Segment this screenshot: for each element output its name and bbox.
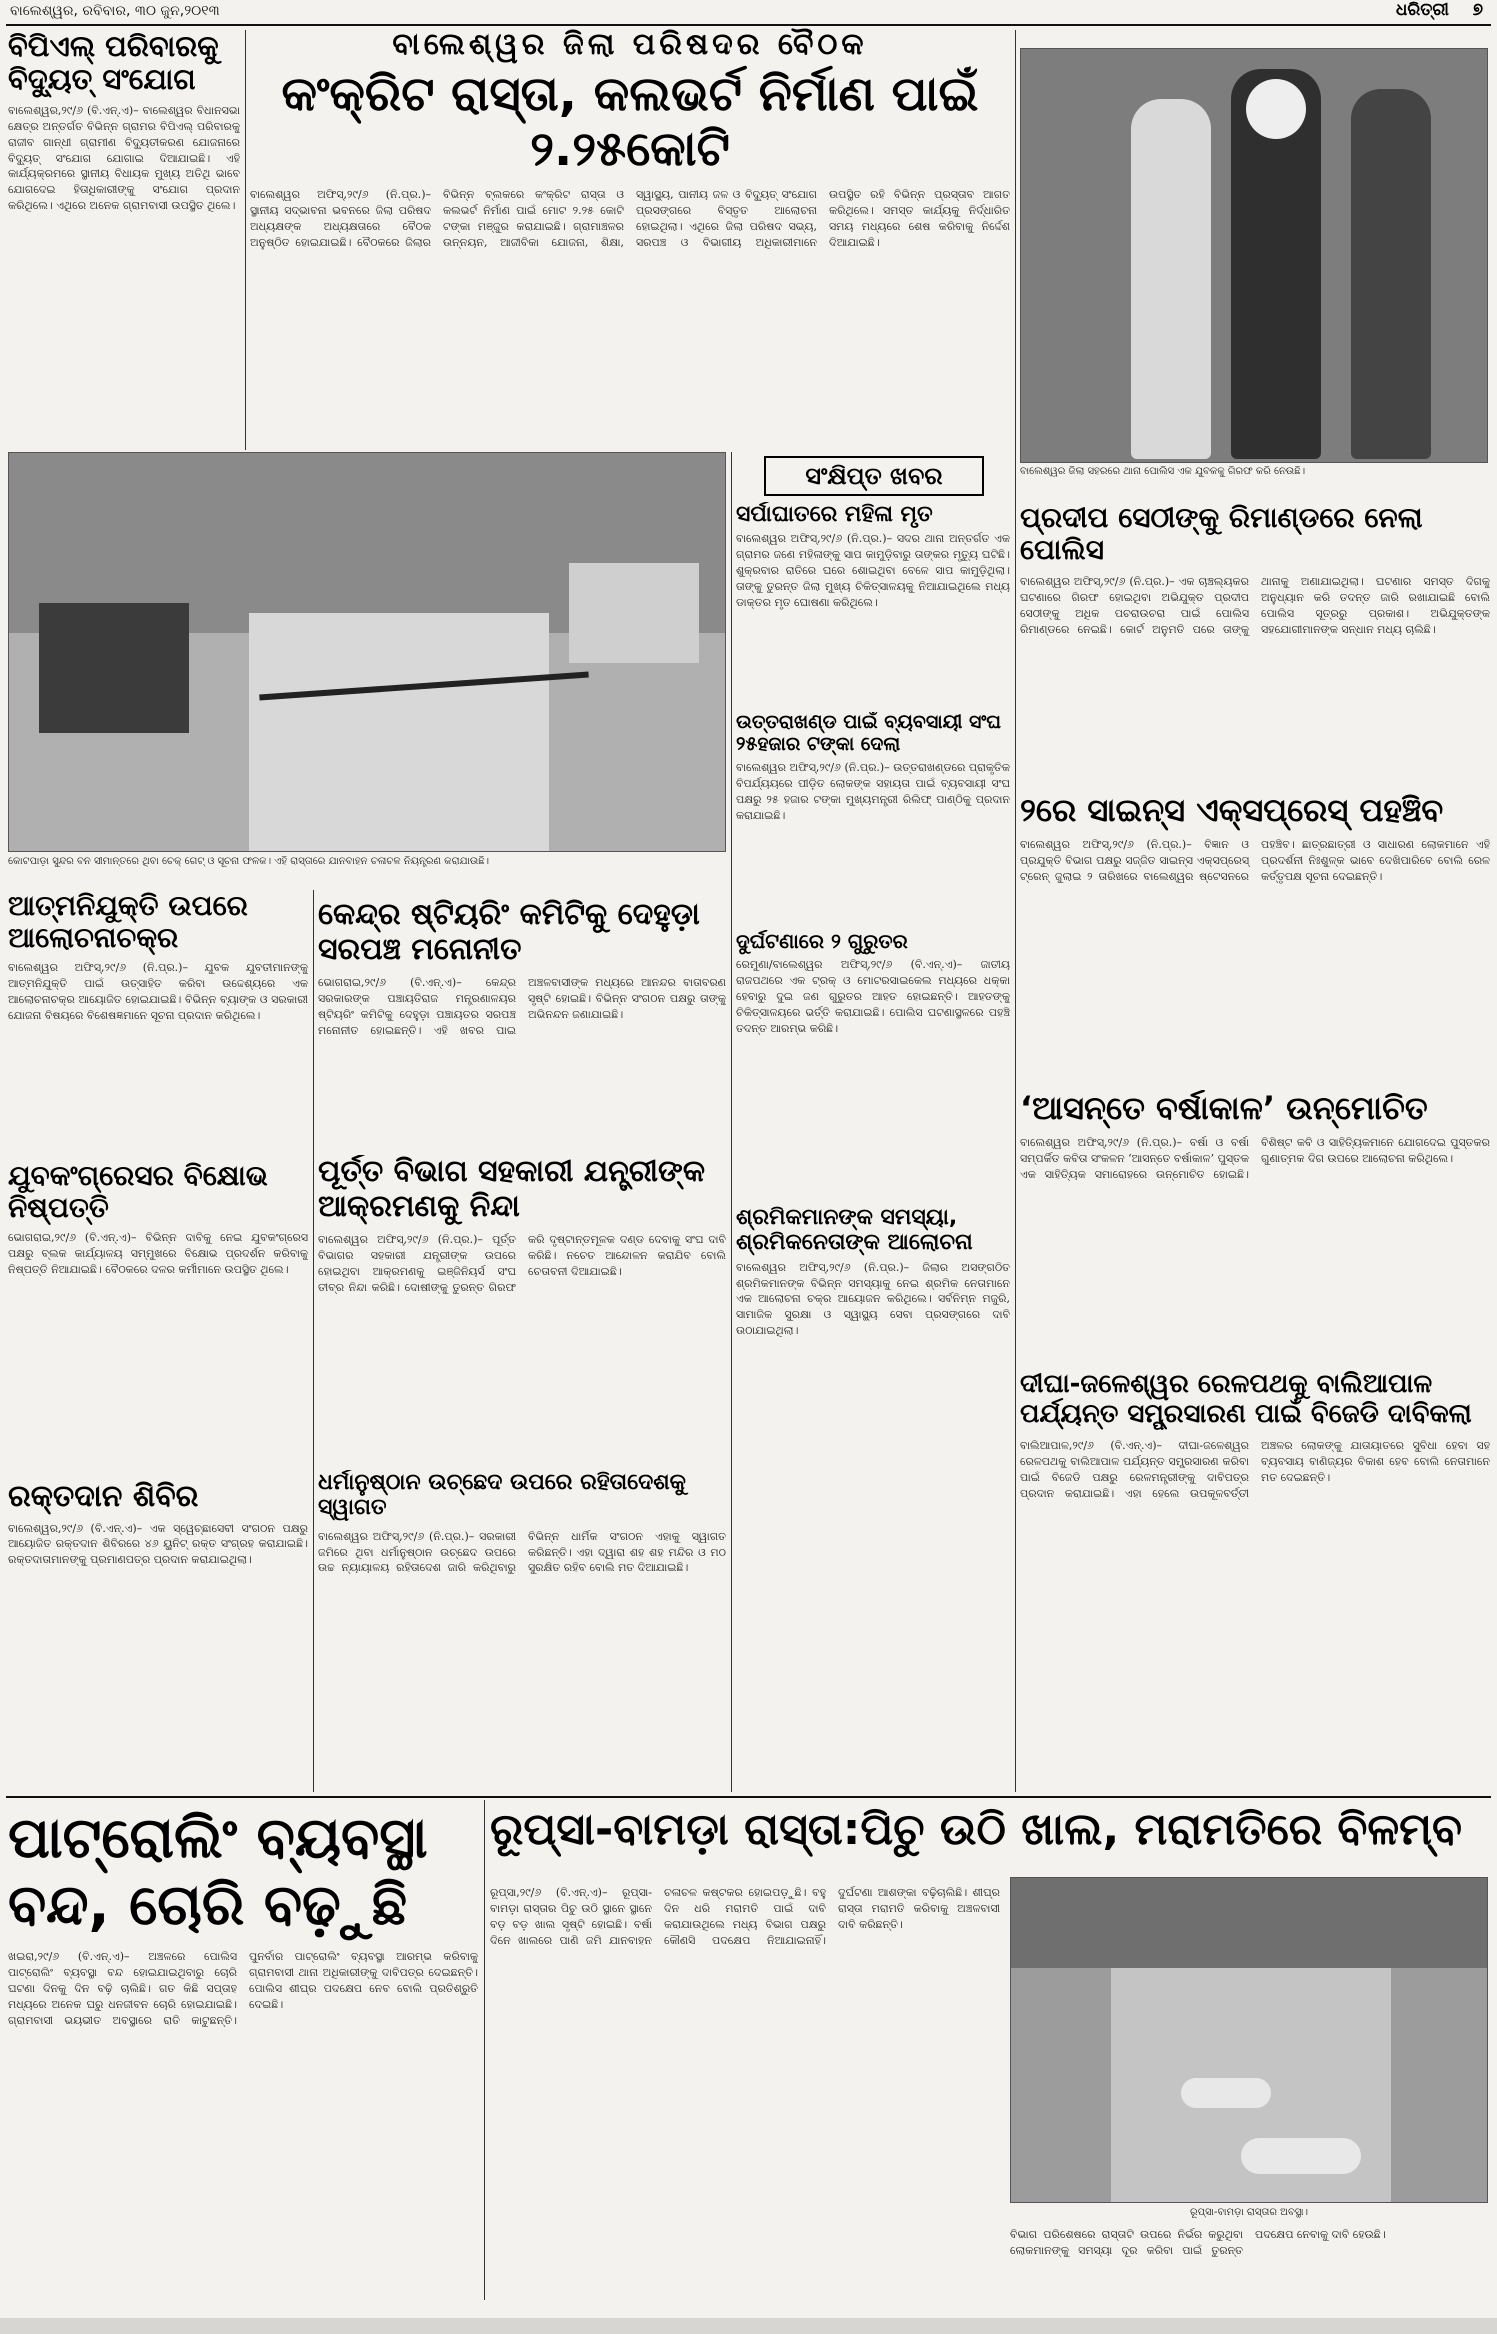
article-body: ବାଲେଶ୍ୱର ଅଫିସ୍,୨୯/୬ (ନି.ପ୍ର.)– ଜିଲାର ଅସଙ୍ଗଠିତ ଶ୍ରମିକମାନଙ୍କ ବିଭିନ୍ନ ସମସ୍ୟାକୁ ନେଇ ଶ୍ରମିକ ନେତାମାନେ ଏକ ଆଲୋଚନା ଚକ୍ର ଆୟୋଜନ କରିଥିଲେ। ସର୍ବନିମ୍ନ ମଜୁରି, ସାମାଜିକ ସୁରକ୍ଷା ଓ ସ୍ୱାସ୍ଥ୍ୟ ସେବା ପ୍ରସଙ୍ଗରେ ଦାବି ଉଠାଯାଇଥିଲା। xyxy=(736,1260,1010,1338)
person-figure xyxy=(1131,99,1211,459)
headline: ଉତ୍ତରାଖଣ୍ଡ ପାଇଁ ବ୍ୟବସାୟୀ ସଂଘ ୨୫ହଜାର ଟଙ୍କା ଦେଲା xyxy=(736,712,1002,755)
headline: ଯୁବକଂଗ୍ରେସର ବିକ୍ଷୋଭ ନିଷ୍ପତ୍ତି xyxy=(8,1160,268,1225)
signboard xyxy=(569,563,699,663)
pothole xyxy=(1181,2078,1271,2108)
article-body: ବାଲେଶ୍ୱର ଅଫିସ୍,୨୯/୬ (ନି.ପ୍ର.)– ସଦର ଥାନା ଅନ୍ତର୍ଗତ ଏକ ଗ୍ରାମର ଜଣେ ମହିଳାଙ୍କୁ ସାପ କାମୁଡ଼ିବାରୁ ତାଙ୍କର ମୃତ୍ୟୁ ଘଟିଛି। ଶୁକ୍ରବାର ରାତିରେ ଘରେ ଶୋଇଥିବା ବେଳେ ସାପ କାମୁଡ଼ିଥିଲା। ତାଙ୍କୁ ତୁରନ୍ତ ଜିଲା ମୁଖ୍ୟ ଚିକିତ୍ସାଳୟକୁ ନିଆଯାଇଥିଲେ ମଧ୍ୟ ଡାକ୍ତର ମୃତ ଘୋଷଣା କରିଥିଲେ। xyxy=(736,532,1010,610)
article-digha xyxy=(1020,1370,1490,1790)
article-steering xyxy=(318,898,726,1148)
masthead xyxy=(0,0,1497,22)
article-atmaniyukti xyxy=(8,890,308,1150)
date-line: ବାଲେଶ୍ୱର, ରବିବାର, ୩୦ ଜୁନ,୨୦୧୩ xyxy=(10,3,220,19)
headline: ‘ଆସନ୍ତେ ବର୍ଷାକାଳ’ ଉନ୍ମୋଚିତ xyxy=(1020,1090,1428,1127)
article-dharma xyxy=(318,1470,726,1790)
article-body: ଭୋଗରାଇ,୨୯/୬ (ବି.ଏନ୍.ଏ)– ବିଭିନ୍ନ ଦାବିକୁ ନେଇ ଯୁବକଂଗ୍ରେସ ପକ୍ଷରୁ ବ୍ଲକ କାର୍ଯ୍ୟାଳୟ ସମ୍ମୁଖରେ ବିକ୍ଷୋଭ ପ୍ରଦର୍ଶନ କରିବାକୁ ନିଷ୍ପତ୍ତି ନିଆଯାଇଛି। ବୈଠକରେ ଦଳର କର୍ମୀମାନେ ଉପସ୍ଥିତ ଥିଲେ। xyxy=(8,1231,308,1277)
column-rule xyxy=(484,1800,485,2300)
article-body: ବାଲେଶ୍ୱର ଅଫିସ୍,୨୯/୬ (ନି.ପ୍ର.)– ପୂର୍ତ୍ତ ବିଭାଗର ସହକାରୀ ଯନ୍ତ୍ରୀଙ୍କ ଉପରେ ହୋଇଥିବା ଆକ୍ରମଣକୁ ଇଞ୍ଜିନିୟର୍ସ ସଂଘ ତୀବ୍ର ନିନ୍ଦା କରିଛି। ଦୋଷୀଙ୍କୁ ତୁରନ୍ତ ଗିରଫ କରି ଦୃଷ୍ଟାନ୍ତମୂଳକ ଦଣ୍ଡ ଦେବାକୁ ସଂଘ ଦାବି କରିଛି। ନଚେତ ଆନ୍ଦୋଳନ କରାଯିବ ବୋଲି ଚେତାବନୀ ଦିଆଯାଇଛି। xyxy=(318,1233,726,1294)
article-body-continued: ବିଭାଗ ପରିଶେଷରେ ରାସ୍ତାଟି ଉପରେ ନିର୍ଭର କରୁଥିବା ଲୋକମାନଙ୍କୁ ସମସ୍ୟା ଦୂର କରିବା ପାଇଁ ତୁରନ୍ତ ପଦକ୍ଷେପ ନେବାକୁ ଦାବି ହେଉଛି। xyxy=(1010,2228,1386,2257)
article-body: ବାଲେଶ୍ୱର ଅଫିସ୍,୨୯/୬ (ନି.ପ୍ର.)– ଏକ ଚାଞ୍ଚଲ୍ୟକର ଘଟଣାରେ ଗିରଫ ହୋଇଥିବା ଅଭିଯୁକ୍ତ ପ୍ରଦୀପ ସେଠୀଙ୍କୁ ଅଧିକ ପଚରାଉଚରା ପାଇଁ ପୋଲିସ ରିମାଣ୍ଡରେ ନେଇଛି। କୋର୍ଟ ଅନୁମତି ପରେ ତାଙ୍କୁ ଥାନାକୁ ଅଣାଯାଇଥିଲା। ଘଟଣାର ସମସ୍ତ ଦିଗକୁ ଅନୁଧ୍ୟାନ କରି ତଦନ୍ତ ଜାରି ରଖାଯାଇଛି ବୋଲି ପୋଲିସ ସୂତ୍ରରୁ ପ୍ରକାଶ। ଅଭିଯୁକ୍ତଙ୍କ ସହଯୋଗୀମାନଙ୍କ ସନ୍ଧାନ ମଧ୍ୟ ଚାଲିଛି। xyxy=(1020,575,1490,637)
headline: ପୂର୍ତ୍ତ ବିଭାଗ ସହକାରୀ ଯନ୍ତ୍ରୀଙ୍କ ଆକ୍ରମଣକୁ ନିନ୍ଦା xyxy=(318,1155,706,1224)
brief-news-box: ସଂକ୍ଷିପ୍ତ ଖବର xyxy=(764,456,984,496)
photo-caption: ବାଲେଶ୍ୱର ଜିଲା ସହରରେ ଥାନା ପୋଲିସ ଏକ ଯୁବକକୁ ଗିରଫ କରି ନେଉଛି। xyxy=(1020,466,1306,477)
article-zilla xyxy=(250,28,1010,448)
road-surface xyxy=(249,613,549,852)
article-body: ବାଲେଶ୍ୱର,୨୯/୬ (ବି.ଏନ୍.ଏ)– ବାଲେଶ୍ୱର ବିଧାନସଭା କ୍ଷେତ୍ର ଅନ୍ତର୍ଗତ ବିଭିନ୍ନ ଗ୍ରାମର ବିପିଏଲ୍ ପରିବାରକୁ ରାଜୀବ ଗାନ୍ଧୀ ଗ୍ରାମୀଣ ବିଦ୍ୟୁତୀକରଣ ଯୋଜନାରେ ବିଦ୍ୟୁତ୍ ସଂଯୋଗ ଯୋଗାଇ ଦିଆଯାଇଛି। ଏହି କାର୍ଯ୍ୟକ୍ରମରେ ସ୍ଥାନୀୟ ବିଧାୟକ ମୁଖ୍ୟ ଅତିଥି ଭାବେ ଯୋଗଦେଇ ହିତାଧିକାରୀଙ୍କୁ ସଂଯୋଗ ପ୍ରଦାନ କରିଥିଲେ। ଏଥିରେ ଅନେକ ଗ୍ରାମବାସୀ ଉପସ୍ଥିତ ଥିଲେ। xyxy=(8,103,240,213)
article-express xyxy=(1020,792,1490,1082)
pothole xyxy=(1241,2138,1361,2174)
article-body: ରେମୁଣା/ବାଲେଶ୍ୱର ଅଫିସ୍,୨୯/୬ (ବି.ଏନ୍.ଏ)– ଜାତୀୟ ରାଜପଥରେ ଏକ ଟ୍ରକ୍ ଓ ମୋଟରସାଇକେଲ ମଧ୍ୟରେ ଧକ୍କା ହେବାରୁ ଦୁଇ ଜଣ ଗୁରୁତର ଆହତ ହୋଇଛନ୍ତି। ଆହତଙ୍କୁ ଚିକିତ୍ସାଳୟରେ ଭର୍ତ୍ତି କରାଯାଇଛି। ପୋଲିସ ଘଟଣାସ୍ଥଳରେ ପହଞ୍ଚି ତଦନ୍ତ ଆରମ୍ଭ କରିଛି। xyxy=(736,958,1010,1035)
police-photo xyxy=(1020,48,1488,463)
article-blood xyxy=(8,1480,308,1790)
article-body: ବାଲେଶ୍ୱର ଅଫିସ୍,୨୯/୬ (ନି.ପ୍ର.)– ସ୍ଥାନୀୟ ସଦ୍ଭାବନା ଭବନରେ ଜିଲା ପରିଷଦ ଅଧ୍ୟକ୍ଷଙ୍କ ଅଧ୍ୟକ୍ଷତାରେ ବୈଠକ ଅନୁଷ୍ଠିତ ହୋଇଯାଇଛି। ବୈଠକରେ ଜିଲାର ବିଭିନ୍ନ ବ୍ଲକରେ କଂକ୍ରିଟ ରାସ୍ତା ଓ କଲଭର୍ଟ ନିର୍ମାଣ ପାଇଁ ମୋଟ ୨.୨୫ କୋଟି ଟଙ୍କା ମଞ୍ଜୁର କରାଯାଇଛି। ଗ୍ରାମାଞ୍ଚଳର ଉନ୍ନୟନ, ଆଜୀବିକା ଯୋଜନା, ଶିକ୍ଷା, ସ୍ୱାସ୍ଥ୍ୟ, ପାନୀୟ ଜଳ ଓ ବିଦ୍ୟୁତ୍ ସଂଯୋଗ ପ୍ରସଙ୍ଗରେ ବିସ୍ତୃତ ଆଲୋଚନା ହୋଇଥିଲା। ଏଥିରେ ଜିଲା ପରିଷଦ ସଭ୍ୟ, ସରପଞ୍ଚ ଓ ବିଭାଗୀୟ ଅଧିକାରୀମାନେ ଉପସ୍ଥିତ ରହି ବିଭିନ୍ନ ପ୍ରସ୍ତାବ ଆଗତ କରିଥିଲେ। ସମସ୍ତ କାର୍ଯ୍ୟକୁ ନିର୍ଦ୍ଧାରିତ ସମୟ ମଧ୍ୟରେ ଶେଷ କରିବାକୁ ନିର୍ଦ୍ଦେଶ ଦିଆଯାଇଛି। xyxy=(250,187,1010,249)
headline: ସର୍ପାଘାତରେ ମହିଳା ମୃତ xyxy=(736,502,933,527)
headline: ପାଟ୍ରୋଲିଂ ବ୍ୟବସ୍ଥା ବନ୍ଦ, ଚୋରି ବଢ଼ୁଛି xyxy=(8,1806,428,1939)
article-purta xyxy=(318,1155,726,1465)
kicker: ବାଲେଶ୍ୱର ଜିଲା ପରିଷଦର ବୈଠକ xyxy=(392,28,868,62)
article-labour xyxy=(736,1205,1010,1565)
photo-caption: କୋଟପାଡ଼ା ସୁନ୍ଦର ବନ ସୀମାନ୍ତରେ ଥିବା ଚେକ୍ ଗେଟ୍ ଓ ସୂଚନା ଫଳକ। ଏହି ରାସ୍ତାରେ ଯାନବାହନ ଚଳାଚଳ ନିୟନ୍ତ୍ରଣ କରାଯାଉଛି। xyxy=(8,856,490,867)
article-body: ଖଇରା,୨୯/୬ (ବି.ଏନ୍.ଏ)– ଅଞ୍ଚଳରେ ପୋଲିସ ପାଟ୍ରୋଲିଂ ବ୍ୟବସ୍ଥା ବନ୍ଦ ହୋଇଯାଇଥିବାରୁ ଚୋରି ଘଟଣା ଦିନକୁ ଦିନ ବଢ଼ି ଚାଲିଛି। ଗତ କିଛି ସପ୍ତାହ ମଧ୍ୟରେ ଅନେକ ଘରୁ ଧନଜୀବନ ଚୋରି ହୋଇଯାଇଛି। ଗ୍ରାମବାସୀ ଭୟଭୀତ ଅବସ୍ଥାରେ ରାତି କାଟୁଛନ୍ତି। ପୁନର୍ବାର ପାଟ୍ରୋଲିଂ ବ୍ୟବସ୍ଥା ଆରମ୍ଭ କରିବାକୁ ଗ୍ରାମବାସୀ ଥାନା ଅଧିକାରୀଙ୍କୁ ଦାବିପତ୍ର ଦେଇଛନ୍ତି। ପୋଲିସ ଶୀଘ୍ର ପଦକ୍ଷେପ ନେବ ବୋଲି ପ୍ରତିଶ୍ରୁତି ଦେଇଛି। xyxy=(8,1950,478,2028)
headline: କେନ୍ଦ୍ର ଷ୍ଟିୟରିଂ କମିଟିକୁ ଦେହୁଡ଼ା ସରପଞ୍ଚ ମନୋନୀତ xyxy=(318,898,700,967)
article-body: ବାଲିଆପାଳ,୨୯/୬ (ବି.ଏନ୍.ଏ)– ଦୀଘା-ଜଳେଶ୍ୱର ରେଳପଥକୁ ବାଲିଆପାଳ ପର୍ଯ୍ୟନ୍ତ ସମ୍ପ୍ରସାରଣ କରିବା ପାଇଁ ବିଜେଡି ପକ୍ଷରୁ ରେଳମନ୍ତ୍ରୀଙ୍କୁ ଦାବିପତ୍ର ପ୍ରଦାନ କରାଯାଇଛି। ଏହା ହେଲେ ଉପକୂଳବର୍ତ୍ତୀ ଅଞ୍ଚଳର ଲୋକଙ୍କୁ ଯାତାୟାତରେ ସୁବିଧା ହେବା ସହ ବ୍ୟବସାୟ ବାଣିଜ୍ୟର ବିକାଶ ହେବ ବୋଲି ନେତାମାନେ ମତ ଦେଇଛନ୍ତି। xyxy=(1020,1438,1490,1500)
article-monsoon xyxy=(1020,1090,1490,1360)
headline: ପ୍ରଦୀପ ସେଠୀଙ୍କୁ ରିମାଣ୍ଡରେ ନେଲା ପୋଲିସ xyxy=(1020,502,1423,567)
article-uttarakhand xyxy=(736,712,1010,922)
headline: ୨ରେ ସାଇନ୍ସ ଏକ୍ସପ୍ରେସ୍ ପହଞ୍ଚିବ xyxy=(1020,792,1444,829)
article-accident xyxy=(736,930,1010,1200)
column-rule xyxy=(1015,30,1016,1792)
section-rule xyxy=(6,1796,1491,1798)
article-body: ବାଲେଶ୍ୱର ଅଫିସ୍,୨୯/୬ (ନି.ପ୍ର.)– ଉତ୍ତରାଖଣ୍ଡରେ ପ୍ରାକୃତିକ ବିପର୍ଯ୍ୟୟରେ ପୀଡ଼ିତ ଲୋକଙ୍କ ସହାୟତା ପାଇଁ ବ୍ୟବସାୟୀ ସଂଘ ପକ୍ଷରୁ ୨୫ ହଜାର ଟଙ୍କା ମୁଖ୍ୟମନ୍ତ୍ରୀ ରିଲିଫ୍ ପାଣ୍ଠିକୁ ପ୍ରଦାନ କରାଯାଇଛି। xyxy=(736,760,1010,822)
headline: ଧର୍ମାନୁଷ୍ଠାନ ଉଚ୍ଛେଦ ଉପରେ ରହିତାଦେଶକୁ ସ୍ୱାଗତ xyxy=(318,1470,686,1521)
trees-area xyxy=(1011,1878,1488,1968)
headline: ଦୁର୍ଘଟଣାରେ ୨ ଗୁରୁତର xyxy=(736,930,908,953)
article-bpl xyxy=(8,30,240,450)
article-body: ଭୋଗରାଇ,୨୯/୬ (ବି.ଏନ୍.ଏ)– କେନ୍ଦ୍ର ସରକାରଙ୍କ ପଞ୍ଚାୟତିରାଜ ମନ୍ତ୍ରଣାଳୟର ଷ୍ଟିୟରିଂ କମିଟିକୁ ଦେହୁଡ଼ା ପଞ୍ଚାୟତର ସରପଞ୍ଚ ମନୋନୀତ ହୋଇଛନ୍ତି। ଏହି ଖବର ପାଇ ଅଞ୍ଚଳବାସୀଙ୍କ ମଧ୍ୟରେ ଆନନ୍ଦର ବାତାବରଣ ସୃଷ୍ଟି ହୋଇଛି। ବିଭିନ୍ନ ସଂଗଠନ ପକ୍ଷରୁ ତାଙ୍କୁ ଅଭିନନ୍ଦନ ଜଣାଯାଇଛି। xyxy=(318,976,726,1037)
page-number: ୭ xyxy=(1472,1,1483,20)
article-body: ବାଲେଶ୍ୱର,୨୯/୬ (ବି.ଏନ୍.ଏ)– ଏକ ସ୍ୱେଚ୍ଛାସେବୀ ସଂଗଠନ ପକ୍ଷରୁ ଆୟୋଜିତ ରକ୍ତଦାନ ଶିବିରରେ ୪୬ ୟୁନିଟ୍ ରକ୍ତ ସଂଗ୍ରହ କରାଯାଇଛି। ରକ୍ତଦାତାମାନଙ୍କୁ ପ୍ରମାଣପତ୍ର ପ୍ରଦାନ କରାଯାଇଥିଲା। xyxy=(8,1521,308,1567)
headline: କଂକ୍ରିଟ ରାସ୍ତା, କଲଭର୍ଟ ନିର୍ମାଣ ପାଇଁ ୨.୨୫କୋଟି xyxy=(281,65,979,177)
checkpost-photo xyxy=(8,452,726,852)
headline: ରକ୍ତଦାନ ଶିବିର xyxy=(8,1480,199,1514)
article-body: ବାଲେଶ୍ୱର ଅଫିସ୍,୨୯/୬ (ନି.ପ୍ର.)– ସରକାରୀ ଜମିରେ ଥିବା ଧର୍ମାନୁଷ୍ଠାନ ଉଚ୍ଛେଦ ଉପରେ ଉଚ୍ଚ ନ୍ୟାୟାଳୟ ରହିତାଦେଶ ଜାରି କରିଥିବାରୁ ବିଭିନ୍ନ ଧାର୍ମିକ ସଂଗଠନ ଏହାକୁ ସ୍ୱାଗତ କରିଛନ୍ତି। ଏହା ଦ୍ୱାରା ଶହ ଶହ ମନ୍ଦିର ଓ ମଠ ସୁରକ୍ଷିତ ରହିବ ବୋଲି ମତ ଦିଆଯାଇଛି। xyxy=(318,1529,726,1575)
column-rule xyxy=(731,452,732,1792)
headline: ଆତ୍ମନିଯୁକ୍ତି ଉପରେ ଆଲୋଚନାଚକ୍ର xyxy=(8,890,248,955)
article-pradeep xyxy=(1020,502,1490,782)
headline: ବିପିଏଲ୍ ପରିବାରକୁ ବିଦ୍ୟୁତ୍ ସଂଯୋଗ xyxy=(8,30,219,97)
article-body: ବାଲେଶ୍ୱର ଅଫିସ୍,୨୯/୬ (ନି.ପ୍ର.)– ଯୁବକ ଯୁବତୀମାନଙ୍କୁ ଆତ୍ମନିଯୁକ୍ତି ପାଇଁ ଉତ୍ସାହିତ କରିବା ଉଦ୍ଦେଶ୍ୟରେ ଏକ ଆଲୋଚନାଚକ୍ର ଆୟୋଜିତ ହୋଇଯାଇଛି। ବିଭିନ୍ନ ବ୍ୟାଙ୍କ ଓ ସରକାରୀ ଯୋଜନା ବିଷୟରେ ବିଶେଷଜ୍ଞମାନେ ସୂଚନା ପ୍ରଦାନ କରିଥିଲେ। xyxy=(8,961,308,1023)
masthead-rule xyxy=(6,24,1491,26)
paper-name: ଧରିତ୍ରୀ xyxy=(1395,1,1449,20)
article-patrolling xyxy=(8,1805,478,2305)
article-snake xyxy=(736,502,1010,702)
signboard xyxy=(39,603,189,733)
headline: ଦୀଘା-ଜଳେଶ୍ୱର ରେଳପଥକୁ ବାଲିଆପାଳ ପର୍ଯ୍ୟନ୍ତ ସମ୍ପ୍ରସାରଣ ପାଇଁ ବିଜେଡି ଦାବିକଲା xyxy=(1020,1370,1472,1429)
column-rule xyxy=(313,890,314,1792)
footer-strip xyxy=(0,2318,1497,2334)
face-cover xyxy=(1246,79,1306,139)
headline: ରୂପ୍ସା-ବାମଡ଼ା ରାସ୍ତା:ପିଚୁ ଉଠି ଖାଲ, ମରାମତିରେ ବିଳମ୍ବ xyxy=(490,1805,1463,1855)
column-rule xyxy=(245,30,246,450)
photo-caption: ରୂପ୍ସା-ବାମଡ଼ା ରାସ୍ତାର ଅବସ୍ଥା। xyxy=(1190,2207,1308,2218)
article-body: ବାଲେଶ୍ୱର ଅଫିସ୍,୨୯/୬ (ନି.ପ୍ର.)– ବିଜ୍ଞାନ ଓ ପ୍ରଯୁକ୍ତି ବିଭାଗ ପକ୍ଷରୁ ସଜ୍ଜିତ ସାଇନ୍ସ ଏକ୍ସପ୍ରେସ୍ ଟ୍ରେନ୍ ଜୁଲାଇ ୨ ତାରିଖରେ ବାଲେଶ୍ୱର ଷ୍ଟେସନରେ ପହଞ୍ଚିବ। ଛାତ୍ରଛାତ୍ରୀ ଓ ସାଧାରଣ ଲୋକମାନେ ଏହି ପ୍ରଦର୍ଶନୀ ନିଃଶୁଳ୍କ ଭାବେ ଦେଖିପାରିବେ ବୋଲି ରେଳ କର୍ତ୍ତୃପକ୍ଷ ସୂଚନା ଦେଇଛନ୍ତି। xyxy=(1020,837,1490,883)
headline: ଶ୍ରମିକମାନଙ୍କ ସମସ୍ୟା, ଶ୍ରମିକନେତାଙ୍କ ଆଲୋଚନା xyxy=(736,1205,973,1256)
article-yuva xyxy=(8,1160,308,1460)
article-body: ବାଲେଶ୍ୱର ଅଫିସ୍,୨୯/୬ (ନି.ପ୍ର.)– ବର୍ଷା ଓ ବର୍ଷା ସମ୍ପର୍କିତ କବିତା ସଂକଳନ ‘ଆସନ୍ତେ ବର୍ଷାକାଳ’ ପୁସ୍ତକ ଏକ ସାହିତ୍ୟିକ ସମାରୋହରେ ଉନ୍ମୋଚିତ ହୋଇଛି। ବିଶିଷ୍ଟ କବି ଓ ସାହିତ୍ୟିକମାନେ ଯୋଗଦେଇ ପୁସ୍ତକର ଗୁଣାତ୍ମକ ଦିଗ ଉପରେ ଆଲୋଚନା କରିଥିଲେ। xyxy=(1020,1135,1490,1181)
article-body: ରୂପ୍ସା,୨୯/୬ (ବି.ଏନ୍.ଏ)– ରୂପ୍ସା-ବାମଡ଼ା ରାସ୍ତାର ପିଚୁ ଉଠି ସ୍ଥାନେ ସ୍ଥାନେ ବଡ଼ ବଡ଼ ଖାଲ ସୃଷ୍ଟି ହୋଇଛି। ବର୍ଷା ଦିନେ ଖାଲରେ ପାଣି ଜମି ଯାନବାହନ ଚଳାଚଳ କଷ୍ଟକର ହୋଇପଡ଼ୁଛି। ବହୁ ଦିନ ଧରି ମରାମତି ପାଇଁ ଦାବି କରାଯାଉଥିଲେ ମଧ୍ୟ ବିଭାଗ ପକ୍ଷରୁ କୌଣସି ପଦକ୍ଷେପ ନିଆଯାଇନାହିଁ। ଦୁର୍ଘଟଣା ଆଶଙ୍କା ବଢ଼ିଚାଲିଛି। ଶୀଘ୍ର ରାସ୍ତା ମରାମତି କରିବାକୁ ଅଞ୍ଚଳବାସୀ ଦାବି କରିଛନ୍ତି। xyxy=(490,1886,1000,1947)
person-figure xyxy=(1351,89,1431,459)
article-road xyxy=(490,1805,1490,2305)
road-photo xyxy=(1010,1877,1488,2203)
